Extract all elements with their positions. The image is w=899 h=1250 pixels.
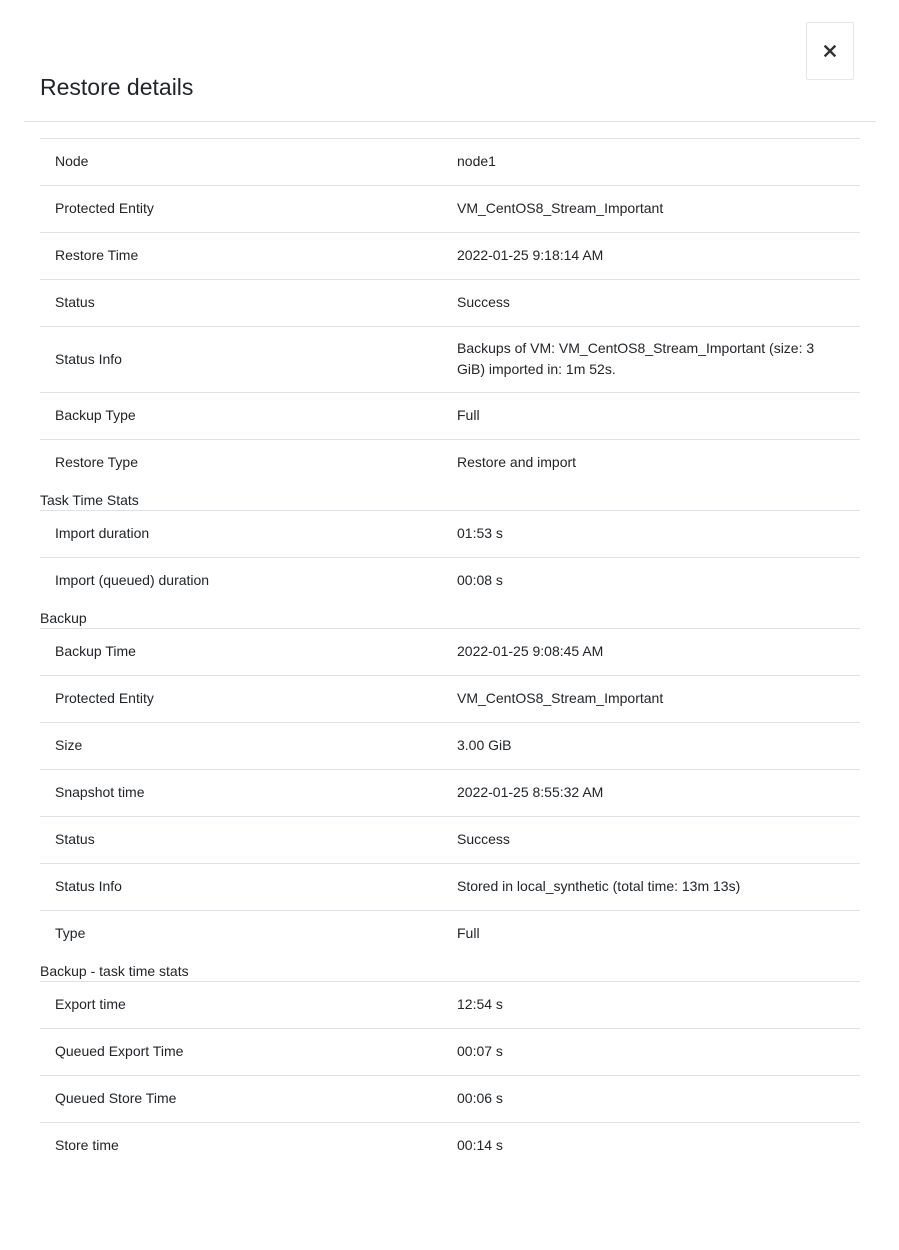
section-title-task-time-stats: Task Time Stats — [40, 492, 139, 508]
row-label: Snapshot time — [40, 770, 442, 817]
row-label: Store time — [40, 1123, 442, 1170]
row-label: Backup Time — [40, 629, 442, 676]
row-value: Success — [442, 280, 860, 327]
table-row — [40, 817, 860, 864]
table-row — [40, 911, 860, 958]
table-row — [40, 864, 860, 911]
row-label: Status Info — [40, 327, 442, 393]
details-content — [40, 138, 860, 1169]
row-value: 00:06 s — [442, 1076, 860, 1123]
row-value: Success — [442, 817, 860, 864]
modal-title: Restore details — [40, 74, 194, 100]
row-value: node1 — [442, 139, 860, 186]
row-label: Protected Entity — [40, 186, 442, 233]
row-value: Stored in local_synthetic (total time: 13m 13s) — [442, 864, 860, 911]
row-value: 00:07 s — [442, 1029, 860, 1076]
table-row — [40, 393, 860, 440]
restore-info-table — [40, 138, 860, 486]
row-value: 2022-01-25 9:08:45 AM — [442, 629, 860, 676]
modal-header — [24, 0, 876, 122]
row-label: Import (queued) duration — [40, 558, 442, 605]
row-value: Full — [442, 911, 860, 958]
table-row — [40, 139, 860, 186]
row-value: 2022-01-25 9:18:14 AM — [442, 233, 860, 280]
section-title-backup-task-time-stats: Backup - task time stats — [40, 963, 189, 979]
row-label: Protected Entity — [40, 676, 442, 723]
table-row — [40, 186, 860, 233]
table-row — [40, 1029, 860, 1076]
row-value: Backups of VM: VM_CentOS8_Stream_Important (size: 3 GiB) imported in: 1m 52s. — [442, 327, 860, 393]
table-row — [40, 982, 860, 1029]
row-label: Status — [40, 817, 442, 864]
row-label: Size — [40, 723, 442, 770]
row-value: VM_CentOS8_Stream_Important — [442, 676, 860, 723]
table-row — [40, 511, 860, 558]
row-label: Backup Type — [40, 393, 442, 440]
row-value: 00:14 s — [442, 1123, 860, 1170]
close-icon — [824, 45, 836, 57]
row-label: Queued Export Time — [40, 1029, 442, 1076]
table-row — [40, 1123, 860, 1170]
row-value: 2022-01-25 8:55:32 AM — [442, 770, 860, 817]
row-label: Restore Time — [40, 233, 442, 280]
row-value: 3.00 GiB — [442, 723, 860, 770]
row-value: 12:54 s — [442, 982, 860, 1029]
row-value: 01:53 s — [442, 511, 860, 558]
task-time-stats-table — [40, 510, 860, 604]
row-value: 00:08 s — [442, 558, 860, 605]
row-label: Export time — [40, 982, 442, 1029]
row-value: VM_CentOS8_Stream_Important — [442, 186, 860, 233]
table-row — [40, 1076, 860, 1123]
row-label: Type — [40, 911, 442, 958]
row-label: Queued Store Time — [40, 1076, 442, 1123]
row-value: Restore and import — [442, 440, 860, 487]
row-label: Import duration — [40, 511, 442, 558]
table-row — [40, 327, 860, 393]
table-row — [40, 770, 860, 817]
row-label: Status — [40, 280, 442, 327]
backup-task-time-stats-table — [40, 981, 860, 1169]
row-value: Full — [442, 393, 860, 440]
section-title-backup: Backup — [40, 610, 87, 626]
table-row — [40, 233, 860, 280]
table-row — [40, 629, 860, 676]
row-label: Node — [40, 139, 442, 186]
table-row — [40, 676, 860, 723]
backup-table — [40, 628, 860, 957]
table-row — [40, 558, 860, 605]
table-row — [40, 723, 860, 770]
row-label: Status Info — [40, 864, 442, 911]
table-row — [40, 440, 860, 487]
row-label: Restore Type — [40, 440, 442, 487]
table-row — [40, 280, 860, 327]
close-button[interactable] — [806, 22, 854, 80]
